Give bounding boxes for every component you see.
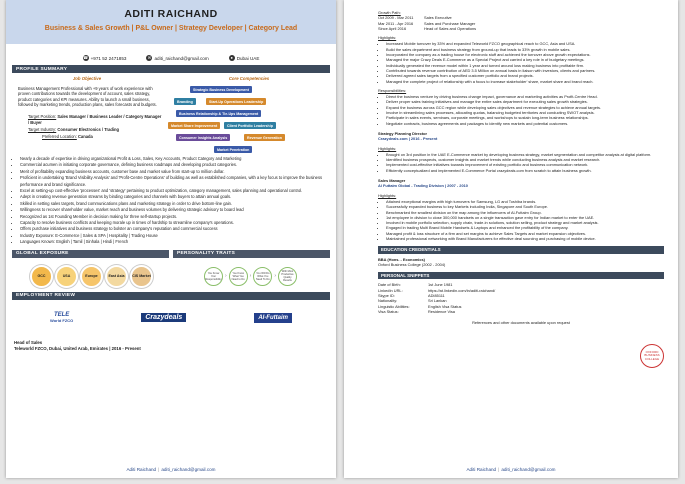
location-pin-icon: ●: [230, 55, 233, 60]
list-item: • Successfully expanded business to key Markets including India, Singapore and South Europe.: [386, 204, 664, 209]
list-item: • Participate in sales events, seminars, corporate meetings, and workshops to sustain long-term business relationships.: [386, 115, 664, 120]
job-company: Al Futtaim Global - Trading Division | 2007 - 2010: [378, 183, 468, 189]
list-item: • Delivered agreed sales targets from a specified customer portfolio and brand projects.: [386, 73, 664, 78]
section-personality-traits: PERSONALITY TRAITS: [173, 250, 330, 258]
exposure-region: GCC: [30, 265, 53, 288]
target-industry: Target Industry: Consumer Electronics / Trading: [28, 127, 120, 133]
exposure-region: CIS Market: [130, 265, 153, 288]
list-item: • Expand the business across GCC region while developing sales objectives and revenue strategies to achieve annual targets.: [386, 105, 664, 110]
growth-path-label: Growth Path:: [378, 10, 401, 15]
list-item: • Excel at setting-up cost-effective 'processes' and 'strategy' pertaining to product optimization, category management, sales planning and operational control.: [20, 188, 328, 194]
job-title: Strategy Planning Director: [378, 130, 428, 136]
competency-tag: Client Portfolio Leadership: [224, 122, 276, 129]
list-item: • Efficiently conceptualized and implemented E-Commerce Portal crazydeals.com from scratch to attain business growth.: [386, 168, 664, 173]
resume-page-1: [6, 0, 336, 478]
list-item: • Incorporated the company as a trading house for electronic stuff and achieved the turnover above growth expectations.: [386, 52, 664, 57]
list-item: • Maintained professional networking with Brand Manufacturers for effective deal sourcing and purchasing of mobile device.: [386, 236, 664, 241]
core-competencies-title: Core Competencies: [228, 76, 270, 81]
competency-tag: Consumer Insights Analysis: [176, 134, 230, 141]
exposure-traits-headers: [6, 246, 336, 261]
competency-tag: Market Penetration: [214, 146, 252, 153]
list-item: • Willingness to recover shareholder value, market reach and business volumes by delivering strategic advisory to board lead: [20, 207, 328, 213]
section-personal-snippets: PERSONAL SNIPPETS: [378, 272, 664, 279]
list-item: • Deliver proper sales training initiatives and manage the entire sales department for executing sales growth strategies.: [386, 99, 664, 104]
linkedin-link[interactable]: https://at.linkedin.com/in/aditi-raichand/: [428, 287, 496, 293]
competency-tag: Business Relationship & Tie-Ups Management: [176, 110, 261, 117]
list-item: • Offers purchase initiatives and business strategy to bolster an company's reputation and commercial success: [20, 226, 328, 232]
section-education: EDUCATION CREDENTIALS: [378, 246, 664, 253]
list-item: • Adept in creating revenue generation streams by binding categories and channels with buyers to attain annual goals.: [20, 194, 328, 200]
core-competencies: [162, 76, 330, 196]
job-objective-title: Job Objective: [72, 76, 102, 81]
highlights-list: [386, 152, 664, 173]
list-item: • Negotiate contracts, business agreements and packages to identify new markets and potential customers.: [386, 121, 664, 126]
list-item: • Involved in mobile portfolio selection, supply chain, trade-in solutions, solution selling, product strategy and market analysis.: [386, 220, 664, 225]
exposure-region: USA: [55, 265, 78, 288]
highlights-label: Highlights:: [378, 35, 397, 41]
college-stamp-icon: OXFORD BUSINESS COLLEGE: [640, 344, 664, 368]
list-item: • Languages Known: English | Tamil | Sinhala | Hindi | French: [20, 239, 328, 245]
highlights-label: Highlights:: [378, 145, 397, 151]
job-title: Sales Manager: [378, 178, 406, 184]
page-footer: Aditi Raichand | aditi_raichand@gmail.com: [466, 467, 556, 472]
list-item: • Capacity to resolve business conflicts and keeping morale up in times of hardship to streamline company's operations.: [20, 220, 328, 226]
resume-header: [6, 0, 336, 44]
list-item: • Proficient in undertaking 'Brand Visibility Analysis' and 'Profit-Centre Operations' of building as well as established companies, with a key focus to improve the business performance and brand significance.: [20, 175, 328, 188]
list-item: • Managed the complete project of relationship with a focus to increase stakeholder' share, market share and brand reach.: [386, 79, 664, 84]
list-item: • Attained exceptional margins with high turnovers for Samsung, LG and Toshiba brands.: [386, 199, 664, 204]
job-company: Crazydeals.com | 2016 - Present: [378, 136, 438, 142]
personality-trait-circles: [171, 265, 330, 288]
crazydeals-logo: Crazydeals: [141, 313, 186, 322]
personal-snippets-table: Date of Birth: 1st June 1981 LinkedIn URL: https://at.linkedin.com/in/aditi-raichand/ Skype ID: ADI85111 Nationality: Sri Lankan Linguistic Abilities: English Visa Status Visa Status: Residence Visa: [378, 282, 664, 314]
list-item: • Implemented cost-effective initiatives towards improvement of existing portfolio and business communication network.: [386, 162, 664, 167]
personality-trait: You Will Do What You Need To Do: [253, 267, 272, 286]
exposure-region: East Asia: [105, 265, 128, 288]
page-footer: Aditi Raichand | aditi_raichand@gmail.com: [126, 467, 216, 472]
list-item: • Increased Mobile turnover by 33% and expanded Teleworld FZCO geographical reach to GCC, Asia and USA.: [386, 41, 664, 46]
responsibilities-label: Responsibilities:: [378, 87, 407, 93]
page-2-content: [344, 0, 678, 326]
degree: BBA (Hons. - Economics): [378, 256, 425, 262]
section-profile-summary: PROFILE SUMMARY: [12, 65, 330, 73]
list-item: • Direct the business venture by driving business change impact, governance and marketing activities as Profit-Centre Head.: [386, 94, 664, 99]
list-item: • Managed the major Crazy Deals E-Commerce as a Special Project and carried a key role in of budgetary meetings.: [386, 57, 664, 62]
contact-location: ● Dubai UAE: [230, 55, 260, 61]
personality-trait: You Know Your Responsibility: [204, 267, 223, 286]
email-icon: ✉: [147, 55, 152, 60]
college: Oxford Business College (2002 - 2004): [378, 261, 446, 267]
list-item: • Identified business prospects, customer insights and market trends while conducting business analysis and market research.: [386, 157, 664, 162]
list-item: • Nearly a decade of expertise in driving organizational Profit & Loss, Sales, Key Accounts, Product Category and Marketing: [20, 156, 328, 162]
job-title: Head of Sales: [14, 339, 43, 345]
references-note: References and other documents available upon request: [472, 320, 570, 326]
highlights-list: [386, 199, 664, 241]
section-global-exposure: GLOBAL EXPOSURE: [12, 250, 169, 258]
employer-logos: [16, 306, 326, 330]
teleworld-logo: TELE World FZCO: [50, 311, 74, 323]
contact-phone: ☎ +971 52 2471853: [83, 55, 127, 61]
competency-tag: Market Share Improvement: [168, 122, 220, 129]
highlights-list: [386, 41, 664, 83]
list-item: • Build the sales department and business strategy from ground-up that leads to 33% growth in mobile sales.: [386, 47, 664, 52]
competency-tag: Strategic Business Development: [190, 86, 252, 93]
list-item: • Industry Exposure: E-Commerce | Sales & SPA | Hospitality | Trading House: [20, 233, 328, 239]
candidate-name: ADITI RAICHAND: [124, 8, 218, 20]
profile-blurb: Business Management Professional with +9 years of work experience with proven contributions towards the development of account, sales strategy, product categories and KPI measures. Ability to launch a small business, followed by marketing trends, production plans, sales forecasts and budgets.: [18, 85, 157, 108]
responsibilities-list: [386, 94, 664, 126]
list-item: • Contributed towards revenue contribution of AED 3.5 Million on annual basis in liaison with investors, clients and partners.: [386, 68, 664, 73]
exposure-region: Europe: [80, 265, 103, 288]
list-item: • Individually generated the revenue model within 1 year and turned around loss making business into profitable firm.: [386, 63, 664, 68]
arrow-right-icon: ›: [224, 273, 227, 280]
resume-page-2: [344, 0, 678, 478]
list-item: • Recognized as 1st Founding Member in decision making for three self-startup projects.: [20, 214, 328, 220]
job-company: Teleworld FZCO, Dubai, United Arab, Emirates | 2016 - Present: [14, 345, 141, 351]
list-item: • Involve in streamlining sales processes, allocating quotas, balancing budgeted territories and conducting SWOT analysis.: [386, 110, 664, 115]
exposure-traits-row: [12, 265, 330, 288]
list-item: • Benchmarked the smallest division on the map among the influencers of Al-Futtaim Group.: [386, 210, 664, 215]
arrow-right-icon: ›: [249, 273, 252, 280]
preferred-location: Preferred Location: Canada: [42, 133, 93, 139]
target-position: Target Position: Sales Manager / Business Leader / Category Manager / Buyer: [28, 113, 162, 125]
arrow-right-icon: ›: [274, 273, 276, 280]
list-item: • Merit of profitability expanding business accounts, customer base and market value from start-up to million dollar.: [20, 169, 328, 175]
al-futtaim-logo: Al-Futtaim: [254, 313, 292, 323]
list-item: • Engaged in trading Multi Brand Mobile Handsets & Laptops and enhanced the profitability of the company.: [386, 225, 664, 230]
list-item: • Skilled in setting sales targets, brand communications plans and marketing strategy in order to drive bottom-line gain.: [20, 201, 328, 207]
contact-bar: [6, 55, 336, 61]
section-employment-review: EMPLOYMENT REVIEW: [12, 292, 330, 300]
phone-icon: ☎: [83, 55, 89, 60]
candidate-roles: Business & Sales Growth | P&L Owner | Strategy Developer | Category Lead: [44, 25, 298, 32]
competency-tag: Start-Up Operations Leadership: [206, 98, 266, 105]
personality-trait: With Most Productive Quality Results: [278, 267, 297, 286]
competency-tag: Branding: [174, 98, 196, 105]
list-item: • Managed profit & loss structure of a firm and set margins to achieve Sales Targets and market expansion objectives.: [386, 231, 664, 236]
list-item: • Commercial acumen in initiating corporate governance, defining business roadmaps and developing product categories.: [20, 162, 328, 168]
contact-email[interactable]: ✉ aditi_raichand@gmail.com: [147, 55, 209, 61]
personality-trait: You Know What You Need to Do: [229, 267, 248, 286]
global-exposure-circles: [12, 265, 171, 288]
competency-diagram: [168, 84, 330, 196]
list-item: • Brought on 3rd position in the UAE E-Commerce market by developing business strategy, market segmentation and competitor analysis at digital platform.: [386, 152, 664, 157]
head-of-sales-entry: [14, 340, 328, 352]
highlights-label: Highlights:: [378, 192, 397, 198]
list-item: • 1st employee in division to close 300,000 handsets on a single transaction gave entry for Indian market to enter the UAE.: [386, 215, 664, 220]
competency-tag: Revenue Generation: [244, 134, 285, 141]
growth-path-table: Oct 2009 - Mar 2011 Sales Executive Mar 2011 - Apr 2016 Sales and Purchase Manager Since April 2016 Head of Sales and Operations: [378, 15, 477, 31]
